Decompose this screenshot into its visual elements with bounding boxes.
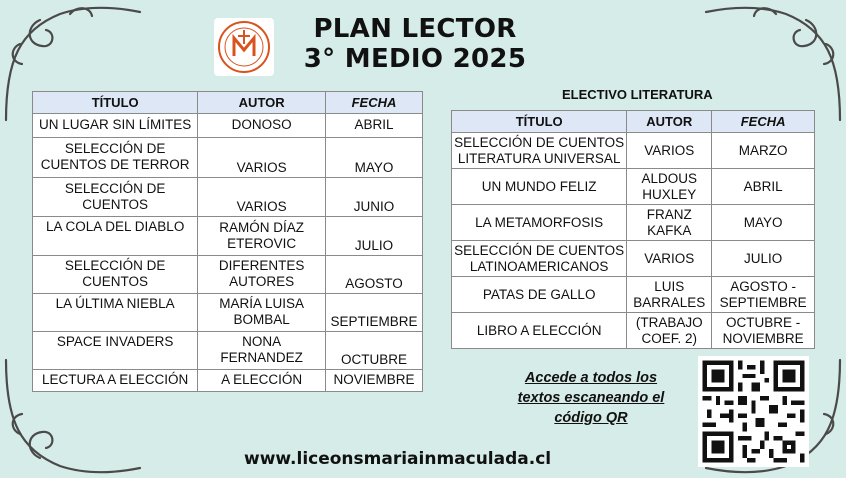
cell-date: JULIO [326, 217, 423, 256]
cell-title: SELECCIÓN DE CUENTOS [33, 256, 198, 294]
cell-title: LECTURA A ELECCIÓN [33, 370, 198, 392]
cell-author: VARIOS [198, 138, 326, 178]
cell-date: AGOSTO [326, 256, 423, 294]
cell-date: ABRIL [712, 169, 815, 205]
column-header-author: AUTOR [627, 111, 712, 133]
table-row [33, 332, 423, 370]
column-header-date: FECHA [712, 111, 815, 133]
table-row [452, 169, 815, 205]
title-line-2: 3° MEDIO 2025 [303, 44, 527, 74]
title-line-1: PLAN LECTOR [313, 14, 517, 44]
cell-title: SELECCIÓN DE CUENTOS [33, 178, 198, 217]
qr-caption [506, 368, 676, 428]
cell-date: MARZO [712, 133, 815, 169]
page-title [280, 14, 550, 74]
cell-title: UN MUNDO FELIZ [452, 169, 627, 205]
qr-caption-line-1: Accede a todos los [524, 370, 658, 386]
cell-date: NOVIEMBRE [326, 370, 423, 392]
qr-caption-line-3: código QR [554, 410, 628, 426]
cell-title: PATAS DE GALLO [452, 277, 627, 313]
cell-title: LIBRO A ELECCIÓN [452, 313, 627, 349]
cell-title: LA ÚLTIMA NIEBLA [33, 294, 198, 332]
table-row [33, 370, 423, 392]
column-header-author: AUTOR [198, 92, 326, 114]
cell-author: ALDOUS HUXLEY [627, 169, 712, 205]
cell-author: FRANZ KAFKA [627, 205, 712, 241]
cell-author: DIFERENTES AUTORES [198, 256, 326, 294]
column-header-date: FECHA [326, 92, 423, 114]
cell-date: OCTUBRE - NOVIEMBRE [712, 313, 815, 349]
cell-author: A ELECCIÓN [198, 370, 326, 392]
reading-plan-table [32, 91, 423, 392]
table-row [452, 241, 815, 277]
cell-title: LA COLA DEL DIABLO [33, 217, 198, 256]
cell-date: MAYO [712, 205, 815, 241]
cell-author: VARIOS [627, 241, 712, 277]
column-header-title: TÍTULO [452, 111, 627, 133]
cell-date: AGOSTO - SEPTIEMBRE [712, 277, 815, 313]
electivo-table [451, 110, 815, 349]
school-logo [214, 18, 274, 76]
table-row [33, 138, 423, 178]
website-link[interactable]: www.liceonsmariainmaculada.cl [244, 449, 552, 469]
table-row [452, 313, 815, 349]
table-row [452, 277, 815, 313]
cell-title: SELECCIÓN DE CUENTOS DE TERROR [33, 138, 198, 178]
cell-date: OCTUBRE [326, 332, 423, 370]
cell-author: (TRABAJO COEF. 2) [627, 313, 712, 349]
cell-date: JUNIO [326, 178, 423, 217]
cell-author: RAMÓN DÍAZ ETEROVIC [198, 217, 326, 256]
cell-title: UN LUGAR SIN LÍMITES [33, 114, 198, 138]
cell-author: MARÍA LUISA BOMBAL [198, 294, 326, 332]
logo-emblem-icon [217, 20, 271, 74]
cell-date: MAYO [326, 138, 423, 178]
qr-code-icon[interactable] [698, 356, 809, 467]
cell-date: SEPTIEMBRE [326, 294, 423, 332]
table-row [33, 256, 423, 294]
cell-author: VARIOS [198, 178, 326, 217]
table-row [452, 205, 815, 241]
cell-author: LUIS BARRALES [627, 277, 712, 313]
cell-author: DONOSO [198, 114, 326, 138]
table-row [33, 114, 423, 138]
cell-title: LA METAMORFOSIS [452, 205, 627, 241]
cell-title: SPACE INVADERS [33, 332, 198, 370]
table-row [33, 178, 423, 217]
electivo-heading: ELECTIVO LITERATURA [562, 87, 713, 102]
table-row [33, 217, 423, 256]
cell-author: NONA FERNANDEZ [198, 332, 326, 370]
cell-date: ABRIL [326, 114, 423, 138]
table-row [33, 294, 423, 332]
qr-caption-line-2: textos escaneando el [517, 390, 665, 406]
cell-date: JULIO [712, 241, 815, 277]
cell-title: SELECCIÓN DE CUENTOS LITERATURA UNIVERSAL [452, 133, 627, 169]
column-header-title: TÍTULO [33, 92, 198, 114]
cell-title: SELECCIÓN DE CUENTOS LATINOAMERICANOS [452, 241, 627, 277]
cell-author: VARIOS [627, 133, 712, 169]
table-row [452, 133, 815, 169]
